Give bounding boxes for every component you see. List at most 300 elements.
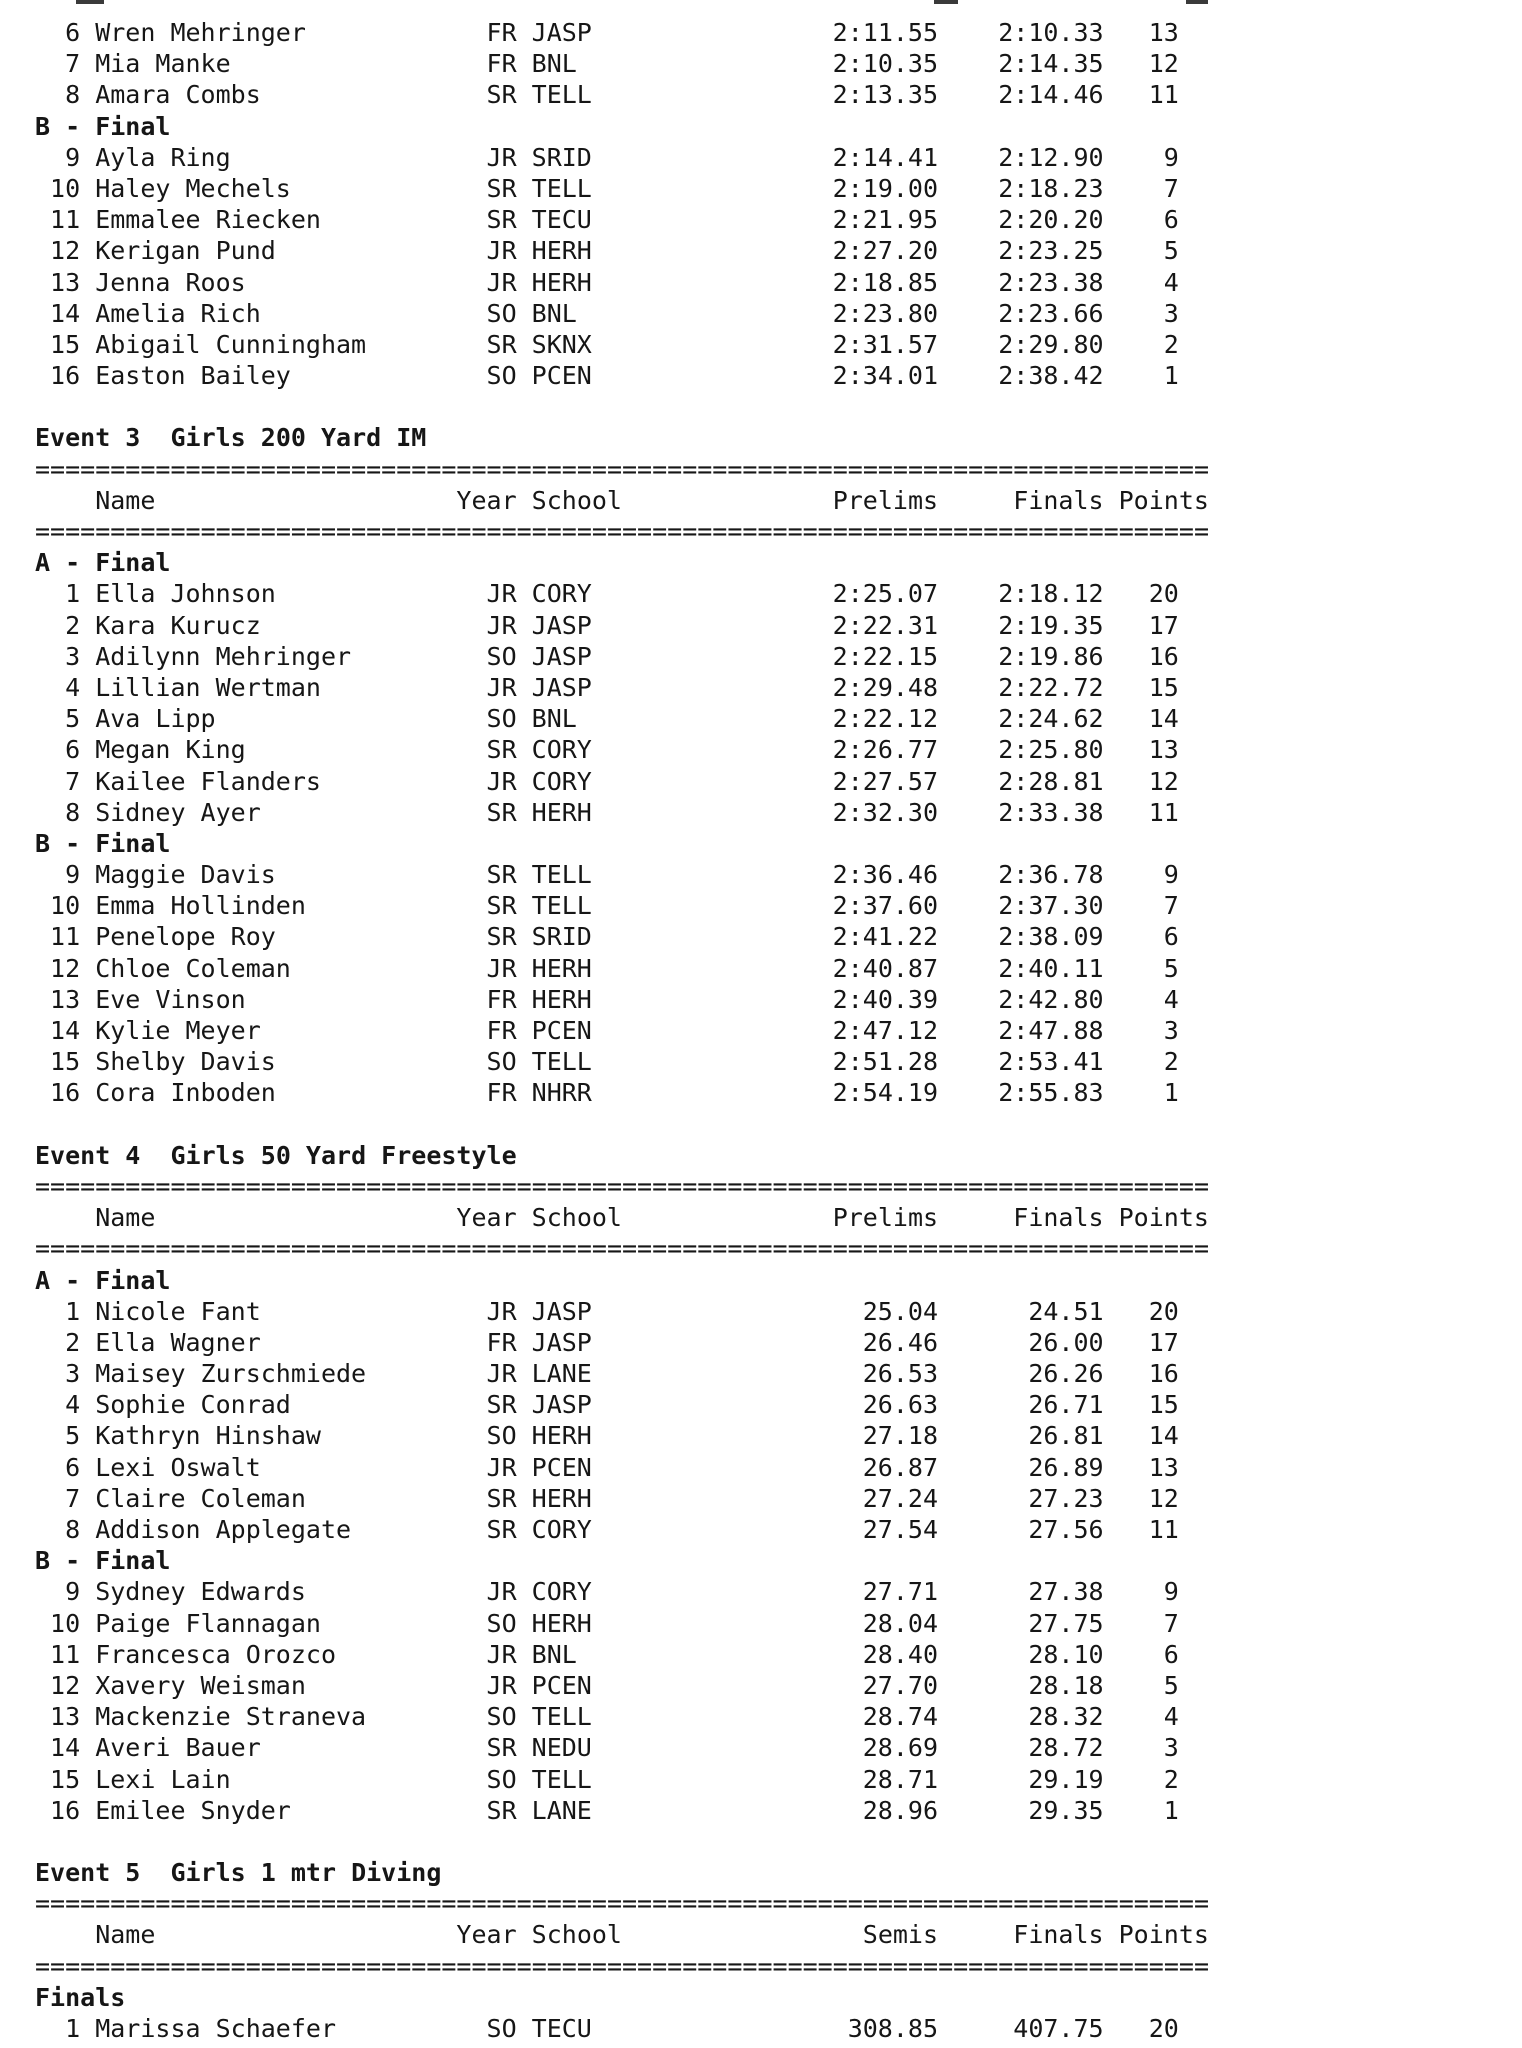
school-cell: CORY — [531, 1515, 592, 1544]
blank-line — [35, 1826, 1209, 1857]
finals-cell: 2:19.86 — [998, 641, 1104, 671]
school-cell: CORY — [531, 579, 592, 609]
finals-cell: 28.10 — [1028, 1639, 1104, 1669]
points-cell: 12 — [1148, 766, 1179, 796]
school-column-header: School — [531, 1920, 622, 1950]
points-cell: 3 — [1163, 1733, 1179, 1763]
result-row — [35, 1639, 1209, 1670]
result-row — [35, 79, 1209, 110]
section-label: B - Final — [35, 1546, 171, 1576]
points-cell: 16 — [1148, 1359, 1179, 1389]
finals-cell: 2:42.80 — [998, 984, 1104, 1014]
meet-results-document — [35, 17, 1209, 2044]
result-row — [35, 204, 1209, 235]
prelims-cell: 27.18 — [862, 1421, 939, 1451]
name-cell: Sydney Edwards — [95, 1577, 306, 1607]
result-row — [35, 1327, 1209, 1358]
prelims-cell: 2:19.00 — [832, 173, 939, 203]
school-cell: SRID — [531, 922, 592, 952]
prelims-cell: 2:10.35 — [832, 49, 939, 79]
rank-cell: 11 — [50, 1639, 81, 1669]
school-cell: PCEN — [531, 1670, 592, 1700]
section-label: Finals — [35, 1982, 126, 2012]
prelims-cell: 28.40 — [862, 1639, 939, 1669]
prelims-cell: 2:22.12 — [832, 704, 939, 734]
result-row — [35, 1015, 1209, 1046]
finals-cell: 2:23.25 — [998, 236, 1104, 266]
result-row — [35, 1452, 1209, 1483]
finals-cell: 28.32 — [1028, 1702, 1104, 1732]
result-row — [35, 2013, 1209, 2044]
year-cell: JR — [486, 1296, 517, 1326]
separator-line: ============================================================================== — [35, 517, 1209, 546]
year-cell: SR — [486, 1390, 517, 1420]
year-column-header: Year — [456, 1920, 517, 1950]
points-cell: 5 — [1163, 1670, 1179, 1700]
prelims-cell: 2:18.85 — [832, 267, 939, 297]
result-row — [35, 1670, 1209, 1701]
finals-cell: 2:20.20 — [998, 205, 1104, 235]
school-cell: PCEN — [531, 1452, 592, 1482]
finals-column-header: Finals — [1013, 485, 1104, 515]
result-row — [35, 1764, 1209, 1795]
separator-line: ============================================================================== — [35, 1234, 1209, 1264]
school-cell: HERH — [531, 953, 592, 983]
finals-cell: 2:23.66 — [998, 298, 1104, 328]
points-cell: 3 — [1163, 298, 1179, 328]
rank-cell: 4 — [65, 672, 81, 702]
school-cell: TELL — [531, 1047, 592, 1077]
prelims-cell: 2:29.48 — [832, 672, 939, 702]
points-cell: 17 — [1148, 610, 1179, 640]
year-cell: SO — [486, 361, 517, 391]
school-cell: SKNX — [531, 329, 592, 359]
finals-cell: 27.56 — [1028, 1515, 1104, 1544]
rank-cell: 1 — [65, 1296, 81, 1326]
year-cell: JR — [486, 267, 517, 297]
result-row — [35, 267, 1209, 298]
points-cell: 9 — [1163, 142, 1179, 172]
school-cell: HERH — [531, 1483, 592, 1513]
rank-cell: 14 — [50, 1733, 81, 1763]
name-cell: Sidney Ayer — [95, 797, 261, 827]
year-cell: JR — [486, 766, 517, 796]
result-row — [35, 953, 1209, 984]
points-cell: 6 — [1163, 1639, 1179, 1669]
prelims-cell: 26.46 — [862, 1327, 939, 1357]
school-cell: HERH — [531, 267, 592, 297]
points-cell: 17 — [1148, 1327, 1179, 1357]
finals-cell: 2:14.35 — [998, 49, 1104, 79]
points-cell: 15 — [1148, 1390, 1179, 1420]
year-cell: SO — [486, 1047, 517, 1077]
prelims-cell: 2:26.77 — [832, 735, 939, 765]
prelims-column-header: Prelims — [832, 1203, 939, 1233]
prelims-cell: 2:36.46 — [832, 860, 939, 890]
finals-cell: 2:22.72 — [998, 672, 1104, 702]
blank-line — [35, 391, 1209, 422]
school-cell: JASP — [531, 641, 592, 671]
year-cell: SR — [486, 80, 517, 110]
finals-cell: 2:53.41 — [998, 1047, 1104, 1077]
name-cell: Marissa Schaefer — [95, 2014, 337, 2043]
name-cell: Addison Applegate — [95, 1515, 352, 1544]
rank-cell: 6 — [65, 18, 81, 47]
points-cell: 20 — [1148, 579, 1179, 609]
prelims-cell: 26.63 — [862, 1390, 939, 1420]
rank-cell: 8 — [65, 80, 81, 110]
result-row — [35, 1514, 1209, 1545]
school-cell: CORY — [531, 766, 592, 796]
prelims-cell: 2:21.95 — [832, 205, 939, 235]
result-row — [35, 235, 1209, 266]
finals-cell: 2:40.11 — [998, 953, 1104, 983]
result-row — [35, 48, 1209, 79]
finals-cell: 2:38.42 — [998, 361, 1104, 391]
result-row — [35, 984, 1209, 1015]
school-column-header: School — [531, 485, 622, 515]
prelims-cell: 2:40.87 — [832, 953, 939, 983]
year-cell: SR — [486, 797, 517, 827]
points-cell: 2 — [1163, 329, 1179, 359]
prelims-cell: 27.24 — [862, 1483, 939, 1513]
column-headers — [35, 485, 1209, 516]
finals-cell: 2:36.78 — [998, 860, 1104, 890]
name-cell: Cora Inboden — [95, 1078, 276, 1108]
points-cell: 5 — [1163, 236, 1179, 266]
year-cell: SR — [486, 1515, 517, 1544]
prelims-cell: 2:31.57 — [832, 329, 939, 359]
rank-cell: 11 — [50, 922, 81, 952]
result-row — [35, 1077, 1209, 1108]
event-title: Event 4 Girls 50 Yard Freestyle — [35, 1140, 517, 1170]
rank-cell: 1 — [65, 579, 81, 609]
rank-cell: 12 — [50, 953, 81, 983]
prelims-cell: 27.54 — [862, 1515, 939, 1544]
school-cell: NHRR — [531, 1078, 592, 1108]
points-cell: 13 — [1148, 18, 1179, 47]
points-cell: 1 — [1163, 1078, 1179, 1108]
points-cell: 11 — [1148, 1515, 1179, 1544]
year-cell: JR — [486, 610, 517, 640]
year-cell: SO — [486, 1608, 517, 1638]
result-row — [35, 329, 1209, 360]
rank-cell: 9 — [65, 1577, 81, 1607]
separator-line: ============================================================================== — [35, 454, 1209, 484]
finals-cell: 26.26 — [1028, 1359, 1104, 1389]
prelims-cell: 2:34.01 — [832, 361, 939, 391]
rank-cell: 7 — [65, 766, 81, 796]
prelims-cell: 2:11.55 — [832, 18, 939, 47]
separator-line: ============================================================================== — [35, 1171, 1209, 1201]
points-cell: 20 — [1148, 2014, 1179, 2043]
name-cell: Easton Bailey — [95, 361, 291, 391]
finals-cell: 2:18.12 — [998, 579, 1104, 609]
prelims-cell: 2:22.31 — [832, 610, 939, 640]
prelims-cell: 27.71 — [862, 1577, 939, 1607]
event-title: Event 3 Girls 200 Yard IM — [35, 423, 427, 453]
name-cell: Chloe Coleman — [95, 953, 291, 983]
points-cell: 11 — [1148, 80, 1179, 110]
finals-cell: 26.00 — [1028, 1327, 1104, 1357]
year-cell: SR — [486, 1795, 517, 1825]
prelims-cell: 28.71 — [862, 1764, 939, 1794]
name-cell: Shelby Davis — [95, 1047, 276, 1077]
prelims-cell: 26.53 — [862, 1359, 939, 1389]
name-cell: Jenna Roos — [95, 267, 246, 297]
school-cell: JASP — [531, 1296, 592, 1326]
rank-cell: 2 — [65, 610, 81, 640]
school-cell: LANE — [531, 1359, 592, 1389]
name-cell: Megan King — [95, 735, 246, 765]
prelims-cell: 2:27.20 — [832, 236, 939, 266]
name-column-header: Name — [95, 485, 156, 515]
prelims-cell: 2:40.39 — [832, 984, 939, 1014]
result-row — [35, 890, 1209, 921]
rank-cell: 6 — [65, 735, 81, 765]
result-row — [35, 797, 1209, 828]
points-cell: 1 — [1163, 361, 1179, 391]
name-cell: Emilee Snyder — [95, 1795, 291, 1825]
year-cell: SR — [486, 860, 517, 890]
name-cell: Kara Kurucz — [95, 610, 261, 640]
result-row — [35, 1420, 1209, 1451]
school-cell: JASP — [531, 1390, 592, 1420]
finals-cell: 2:18.23 — [998, 173, 1104, 203]
points-cell: 7 — [1163, 1608, 1179, 1638]
result-row — [35, 672, 1209, 703]
finals-cell: 26.71 — [1028, 1390, 1104, 1420]
rank-cell: 11 — [50, 205, 81, 235]
name-cell: Kerigan Pund — [95, 236, 276, 266]
result-row — [35, 641, 1209, 672]
event-title: Event 5 Girls 1 mtr Diving — [35, 1858, 442, 1888]
name-cell: Eve Vinson — [95, 984, 246, 1014]
finals-cell: 27.23 — [1028, 1483, 1104, 1513]
name-cell: Kylie Meyer — [95, 1016, 261, 1045]
finals-cell: 29.35 — [1028, 1795, 1104, 1825]
rank-cell: 3 — [65, 1359, 81, 1389]
points-cell: 4 — [1163, 267, 1179, 297]
points-cell: 12 — [1148, 1483, 1179, 1513]
year-cell: FR — [486, 18, 517, 47]
prelims-cell: 27.70 — [862, 1670, 939, 1700]
result-row — [35, 1046, 1209, 1077]
school-cell: PCEN — [531, 1016, 592, 1045]
finals-cell: 2:28.81 — [998, 766, 1104, 796]
year-cell: SO — [486, 641, 517, 671]
finals-cell: 2:19.35 — [998, 610, 1104, 640]
section-label: B - Final — [35, 828, 171, 858]
points-cell: 9 — [1163, 1577, 1179, 1607]
points-cell: 11 — [1148, 797, 1179, 827]
prelims-cell: 28.96 — [862, 1795, 939, 1825]
rank-cell: 9 — [65, 142, 81, 172]
name-cell: Lillian Wertman — [95, 672, 321, 702]
points-column-header: Points — [1118, 1920, 1209, 1950]
school-cell: TECU — [531, 2014, 592, 2043]
prelims-cell: 25.04 — [862, 1296, 939, 1326]
school-cell: JASP — [531, 1327, 592, 1357]
rank-cell: 16 — [50, 1078, 81, 1108]
school-cell: HERH — [531, 1421, 592, 1451]
finals-cell: 2:55.83 — [998, 1078, 1104, 1108]
finals-column-header: Finals — [1013, 1920, 1104, 1950]
name-cell: Lexi Oswalt — [95, 1452, 261, 1482]
rank-cell: 5 — [65, 1421, 81, 1451]
result-row — [35, 921, 1209, 952]
result-row — [35, 766, 1209, 797]
result-row — [35, 703, 1209, 734]
column-headers — [35, 1202, 1209, 1233]
result-row — [35, 1608, 1209, 1639]
year-cell: SO — [486, 1764, 517, 1794]
result-row — [35, 298, 1209, 329]
finals-cell: 28.18 — [1028, 1670, 1104, 1700]
prelims-cell: 2:47.12 — [832, 1016, 939, 1045]
result-row — [35, 578, 1209, 609]
name-cell: Amelia Rich — [95, 298, 261, 328]
blank-line — [35, 1109, 1209, 1140]
year-cell: JR — [486, 953, 517, 983]
name-cell: Adilynn Mehringer — [95, 641, 352, 671]
name-cell: Nicole Fant — [95, 1296, 261, 1326]
name-cell: Xavery Weisman — [95, 1670, 306, 1700]
points-cell: 20 — [1148, 1296, 1179, 1326]
school-cell: PCEN — [531, 361, 592, 391]
points-cell: 3 — [1163, 1016, 1179, 1045]
prelims-cell: 28.74 — [862, 1702, 939, 1732]
school-cell: BNL — [531, 704, 577, 734]
clipped-glyph-fragment — [934, 0, 958, 4]
prelims-cell: 2:23.80 — [832, 298, 939, 328]
rank-cell: 9 — [65, 860, 81, 890]
school-cell: NEDU — [531, 1733, 592, 1763]
school-cell: HERH — [531, 236, 592, 266]
name-cell: Claire Coleman — [95, 1483, 306, 1513]
school-cell: JASP — [531, 18, 592, 47]
year-cell: SO — [486, 704, 517, 734]
rank-cell: 13 — [50, 1702, 81, 1732]
finals-cell: 407.75 — [1013, 2014, 1104, 2043]
points-column-header: Points — [1118, 485, 1209, 515]
name-cell: Emmalee Riecken — [95, 205, 321, 235]
prelims-cell: 2:14.41 — [832, 142, 939, 172]
name-cell: Paige Flannagan — [95, 1608, 321, 1638]
school-cell: TELL — [531, 891, 592, 921]
finals-cell: 2:38.09 — [998, 922, 1104, 952]
year-cell: FR — [486, 49, 517, 79]
clipped-glyph-fragment — [1186, 0, 1208, 4]
rank-cell: 5 — [65, 704, 81, 734]
section-label: B - Final — [35, 111, 171, 141]
result-row — [35, 734, 1209, 765]
name-cell: Mia Manke — [95, 49, 231, 79]
school-cell: CORY — [531, 735, 592, 765]
prelims-cell: 2:51.28 — [832, 1047, 939, 1077]
result-row — [35, 1576, 1209, 1607]
year-cell: JR — [486, 1577, 517, 1607]
rank-cell: 16 — [50, 361, 81, 391]
finals-cell: 24.51 — [1028, 1296, 1104, 1326]
result-row — [35, 859, 1209, 890]
finals-cell: 28.72 — [1028, 1733, 1104, 1763]
points-cell: 9 — [1163, 860, 1179, 890]
finals-cell: 2:25.80 — [998, 735, 1104, 765]
year-column-header: Year — [456, 1203, 517, 1233]
year-cell: SR — [486, 173, 517, 203]
year-column-header: Year — [456, 485, 517, 515]
year-cell: SO — [486, 298, 517, 328]
finals-cell: 2:29.80 — [998, 329, 1104, 359]
prelims-cell: 2:27.57 — [832, 766, 939, 796]
finals-cell: 2:24.62 — [998, 704, 1104, 734]
rank-cell: 3 — [65, 641, 81, 671]
points-cell: 13 — [1148, 735, 1179, 765]
rank-cell: 15 — [50, 329, 81, 359]
points-cell: 5 — [1163, 953, 1179, 983]
rank-cell: 13 — [50, 984, 81, 1014]
rank-cell: 10 — [50, 1608, 81, 1638]
school-cell: TELL — [531, 173, 592, 203]
result-row — [35, 1795, 1209, 1826]
name-cell: Ava Lipp — [95, 704, 216, 734]
name-cell: Amara Combs — [95, 80, 261, 110]
school-cell: HERH — [531, 797, 592, 827]
name-cell: Ayla Ring — [95, 142, 231, 172]
points-cell: 6 — [1163, 922, 1179, 952]
year-cell: JR — [486, 1359, 517, 1389]
result-row — [35, 173, 1209, 204]
points-column-header: Points — [1118, 1203, 1209, 1233]
name-cell: Ella Wagner — [95, 1327, 261, 1357]
points-cell: 2 — [1163, 1764, 1179, 1794]
result-row — [35, 17, 1209, 48]
result-row — [35, 1732, 1209, 1763]
rank-cell: 4 — [65, 1390, 81, 1420]
prelims-cell: 308.85 — [847, 2014, 939, 2043]
prelims-cell: 2:25.07 — [832, 579, 939, 609]
points-cell: 4 — [1163, 1702, 1179, 1732]
school-cell: BNL — [531, 1639, 577, 1669]
name-cell: Penelope Roy — [95, 922, 276, 952]
school-cell: BNL — [531, 49, 577, 79]
school-cell: HERH — [531, 984, 592, 1014]
name-cell: Wren Mehringer — [95, 18, 306, 47]
school-column-header: School — [531, 1203, 622, 1233]
result-row — [35, 1358, 1209, 1389]
rank-cell: 15 — [50, 1047, 81, 1077]
name-cell: Emma Hollinden — [95, 891, 306, 921]
prelims-cell: 28.69 — [862, 1733, 939, 1763]
finals-cell: 2:33.38 — [998, 797, 1104, 827]
rank-cell: 13 — [50, 267, 81, 297]
rank-cell: 10 — [50, 891, 81, 921]
year-cell: SO — [486, 1421, 517, 1451]
school-cell: TELL — [531, 1702, 592, 1732]
points-cell: 12 — [1148, 49, 1179, 79]
prelims-cell: 2:13.35 — [832, 80, 939, 110]
finals-cell: 29.19 — [1028, 1764, 1104, 1794]
rank-cell: 14 — [50, 298, 81, 328]
result-row — [35, 1701, 1209, 1732]
name-cell: Maisey Zurschmiede — [95, 1359, 367, 1389]
year-cell: JR — [486, 672, 517, 702]
rank-cell: 15 — [50, 1764, 81, 1794]
name-cell: Lexi Lain — [95, 1764, 231, 1794]
prelims-column-header: Prelims — [832, 485, 939, 515]
points-cell: 2 — [1163, 1047, 1179, 1077]
